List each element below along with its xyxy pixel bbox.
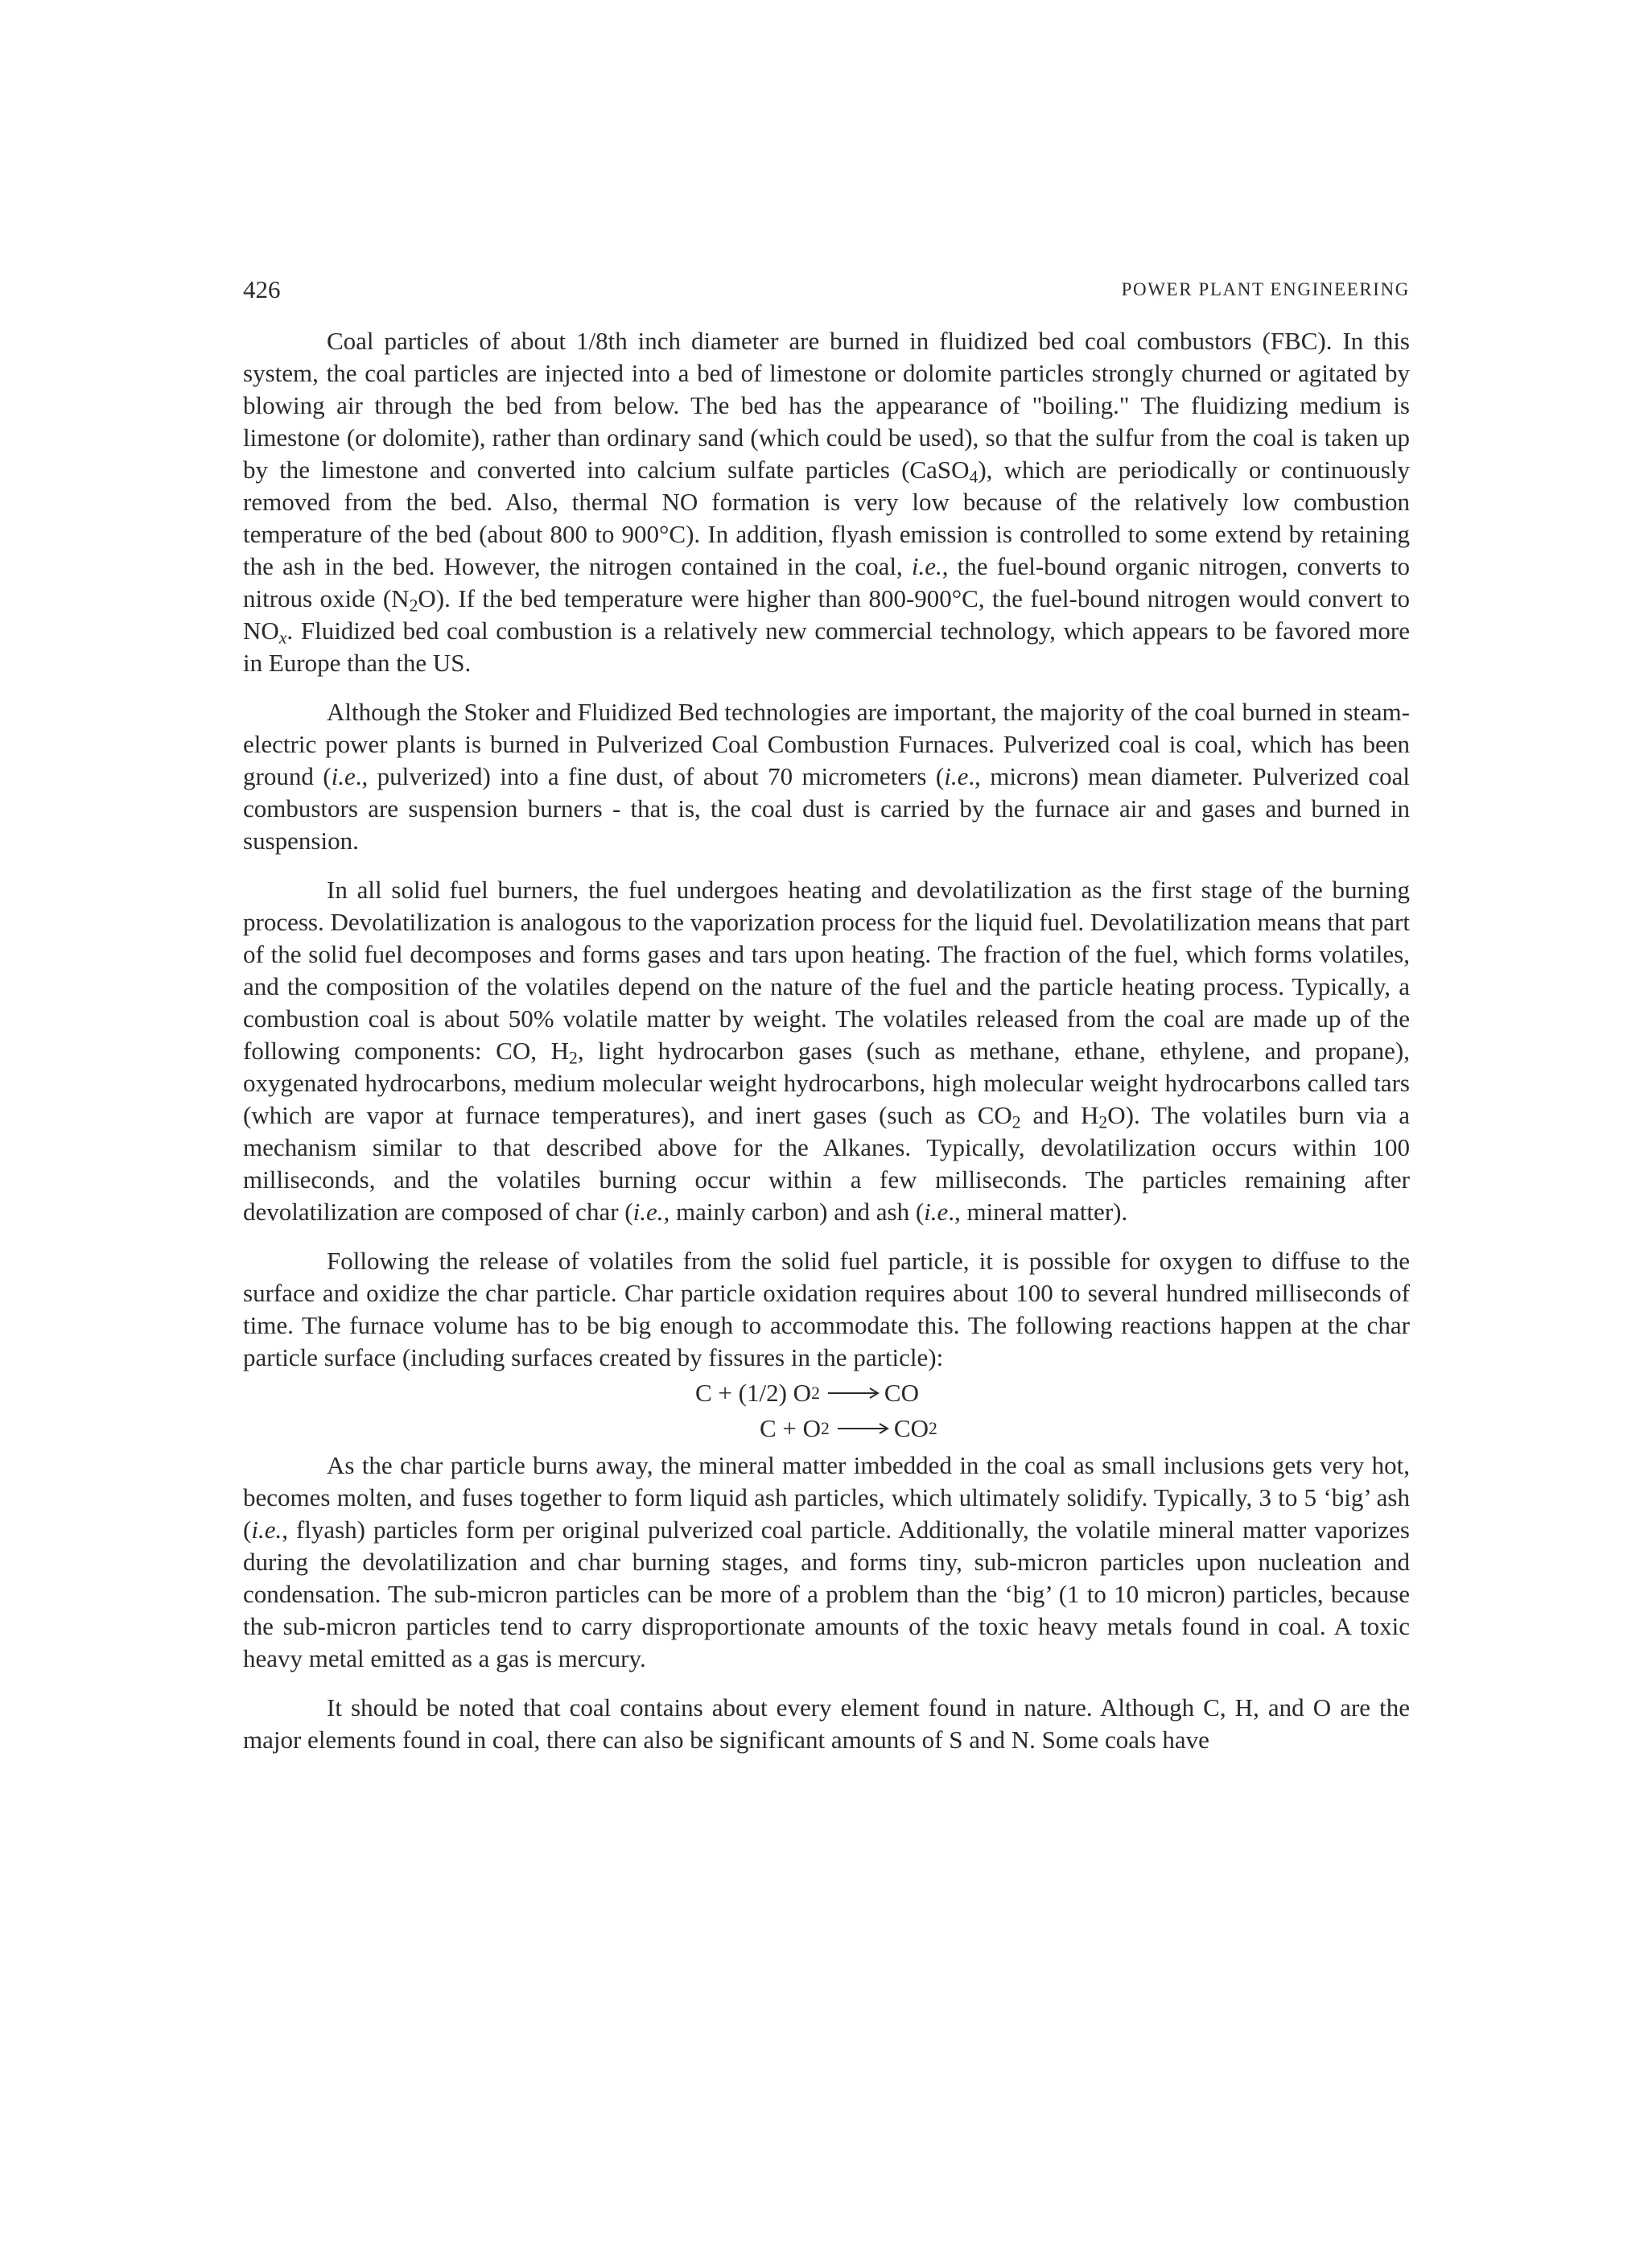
paragraph-fluidized-bed: Coal particles of about 1/8th inch diameter are burned in fluidized bed coal combustors (FBC). In this system, the coal particles are injected into a bed of limestone or dolomite particles strongly churned or agitated by blowing air through the bed from below. The bed has the appearance of "boiling." The fluidizing medium is limestone (or dolomite), rather than ordinary sand (which could be used), so that the sulfur from the coal is taken up by the limestone and converted into calcium sulfate particles (CaSO$_4$), which are periodically or continuously removed from the bed. Also, thermal NO formation is very low because of the relatively low combustion temperature of the bed (about 800 to 900°C). In addition, flyash emission is controlled to some extend by retaining the ash in the bed. However, the nitrogen contained in the coal, i.e., the fuel-bound organic nitrogen, converts to nitrous oxide $(N_2O)$. If the bed temperature were higher than 800-900°C, the fuel-bound nitrogen would convert to $NO_x$. Fluidized bed coal combustion is a relatively new commercial technology, which appears to be favored more in Europe than the US. — [243, 327, 1410, 677]
long-right-arrow-icon — [828, 1385, 880, 1401]
paragraph-ash-formation: As the char particle burns away, the mineral matter imbedded in the coal as small inclusions gets very hot, becomes molten, and fuses together to form liquid ash particles, which ultimately solidify. Typically, 3 to 5 ‘big’ ash (i.e., flyash) particles form per original pulverized coal particle. Additionally, the volatile mineral matter vaporizes during the devolatilization and char burning stages, and forms tiny, sub-micron particles upon nucleation and condensation. The sub-micron particles can be more of a problem than the ‘big’ (1 to 10 micron) particles, because the sub-micron particles tend to carry disproportionate amounts of the toxic heavy metals found in coal. A toxic heavy metal emitted as a gas is mercury. — [243, 1451, 1410, 1672]
paragraph-devolatilization: In all solid fuel burners, the fuel undergoes heating and devolatilization as the first stage of the burning process. Devolatilization is analogous to the vaporization process for the liquid fuel. Devolatilization means that part of the solid fuel decomposes and forms gases and tars upon heating. The fraction of the fuel, which forms volatiles, and the composition of the volatiles depend on the nature of the fuel and the particle heating process. Typically, a combustion coal is about 50% volatile matter by weight. The volatiles released from the coal are made up of the following components: CO, $H_2$, light hydrocarbon gases (such as methane, ethane, ethylene, and propane), oxygenated hydrocarbons, medium molecular weight hydrocarbons, high molecular weight hydrocarbons called tars (which are vapor at furnace temperatures), and inert gases (such as $CO_2$ and $H_2O$). The volatiles burn via a mechanism similar to that described above for the Alkanes. Typically, devolatilization occurs within 100 milliseconds, and the volatiles burning occur within a few milliseconds. The particles remaining after devolatilization are composed of char (i.e., mainly carbon) and ash (i.e., mineral matter). — [243, 876, 1410, 1226]
paragraph-pulverized-coal: Although the Stoker and Fluidized Bed technologies are important, the majority of the coal burned in steam-electric power plants is burned in Pulverized Coal Combustion Furnaces. Pulverized coal is coal, which has been ground (i.e., pulverized) into a fine dust, of about 70 micrometers (i.e., microns) mean diameter. Pulverized coal combustors are suspension burners - that is, the coal dust is carried by the furnace air and gases and burned in suspension. — [243, 698, 1410, 855]
paragraph-coal-elements: It should be noted that coal contains about every element found in nature. Although C, H, and O are the major elements found in coal, there can also be significant amounts of S and N. Some coals have — [243, 1693, 1410, 1754]
equation-co2: C + O 2 CO 2 — [760, 1414, 937, 1442]
running-title: POWER PLANT ENGINEERING — [1121, 279, 1410, 299]
equation-co: C + (1/2) O 2 CO — [695, 1379, 919, 1407]
page-number: 426 — [243, 275, 281, 303]
reaction-equations — [243, 1375, 1410, 1446]
page-header — [243, 272, 1410, 307]
paragraph-char-oxidation: Following the release of volatiles from the solid fuel particle, it is possible for oxygen to diffuse to the surface and oxidize the char particle. Char particle oxidation requires about 100 to several hundred milliseconds of time. The furnace volume has to be big enough to accommodate this. The following reactions happen at the char particle surface (including surfaces created by fissures in the particle): — [243, 1247, 1410, 1371]
document-page — [243, 272, 1410, 1773]
long-right-arrow-icon — [838, 1421, 889, 1437]
